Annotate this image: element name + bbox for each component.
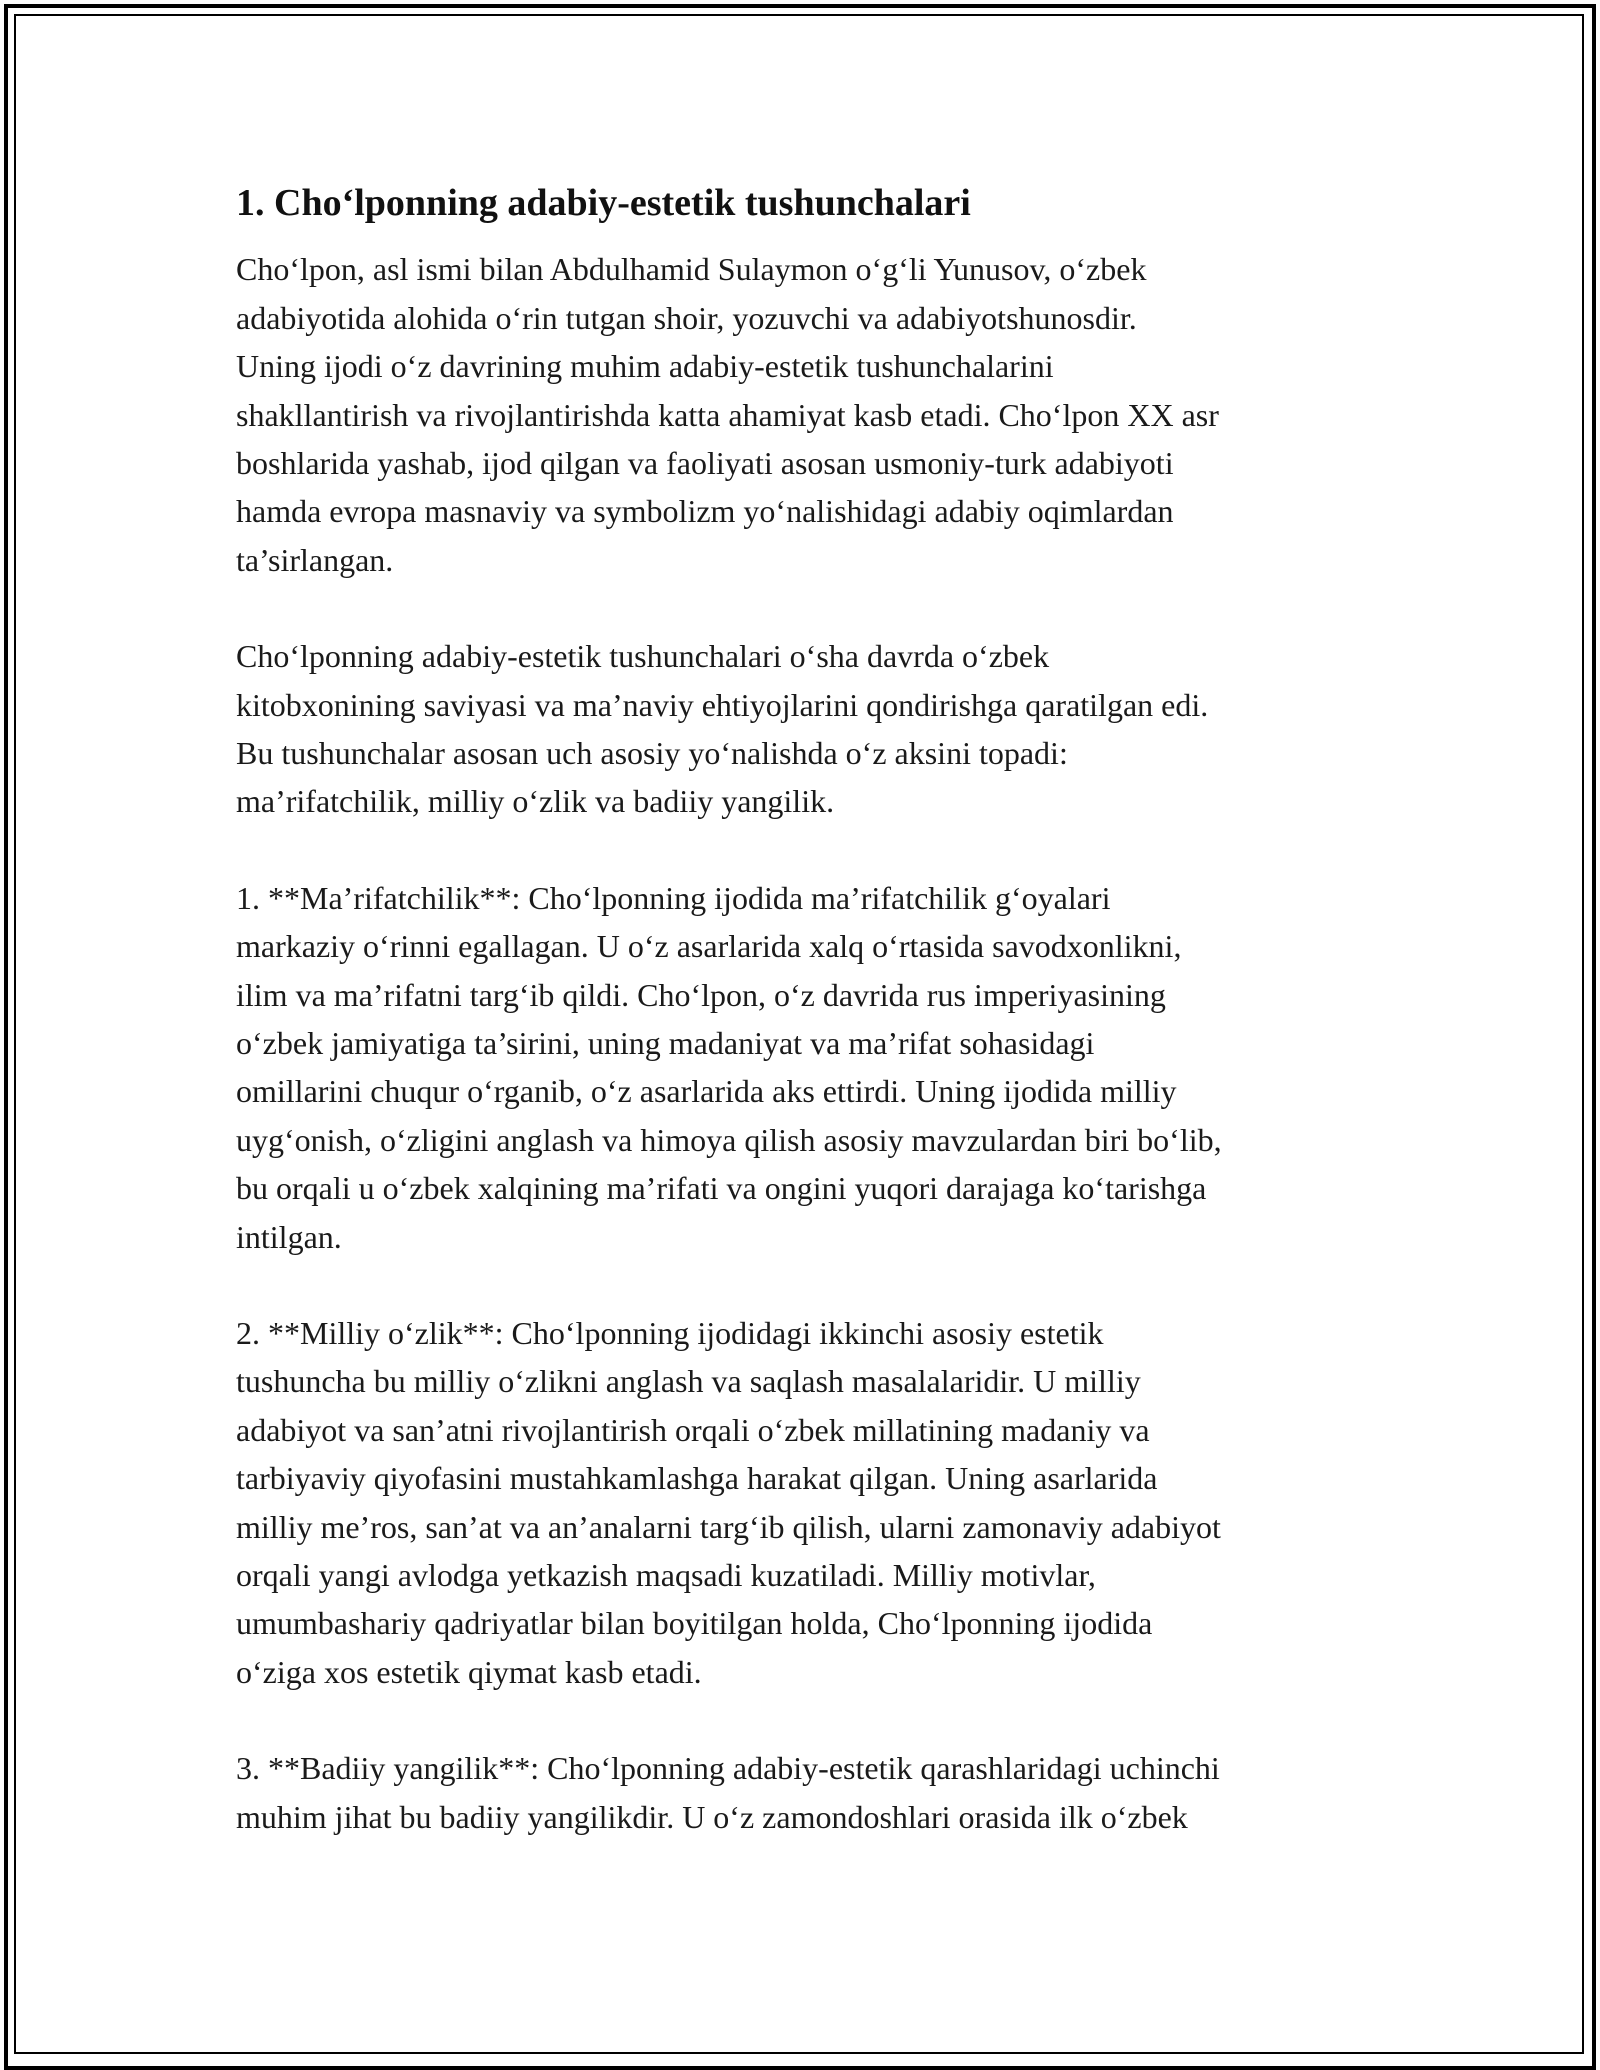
paragraph-national-identity: 2. **Milliy o‘zlik**: Cho‘lponning ijodidagi ikkinchi asosiy estetik tushuncha bu milliy o‘zlikni anglash va saqlash masalalaridir. U milliy adabiyot va san’atni rivojlantirish orqali o‘zbek millatining madaniy va tarbiyaviy qiyofasini mustahkamlashga harakat qilgan. Uning asarlarida milliy me’ros, san’at va an’analarni targ‘ib qilish, ularni zamonaviy adabiyot orqali yangi avlodga yetkazish maqsadi kuzatiladi. Milliy motivlar, umumbashariy qadriyatlar bilan boyitilgan holda, Cho‘lponning ijodida o‘ziga xos estetik qiymat kasb etadi. xyxy=(236,1315,1221,1690)
paragraph-enlightenment: 1. **Ma’rifatchilik**: Cho‘lponning ijodida ma’rifatchilik g‘oyalari markaziy o‘rinni egallagan. U o‘z asarlarida xalq o‘rtasida savodxonlikni, ilim va ma’rifatni targ‘ib qildi. Cho‘lpon, o‘z davrida rus imperiyasining o‘zbek jamiyatiga ta’sirini, uning madaniyat va ma’rifat sohasidagi omillarini chuqur o‘rganib, o‘z asarlarida aks ettirdi. Uning ijodida milliy uyg‘onish, o‘zligini anglash va himoya qilish asosiy mavzulardan biri bo‘lib, bu orqali u o‘zbek xalqining ma’rifati va ongini yuqori darajaga ko‘tarishga intilgan. xyxy=(236,879,1222,1255)
paragraph-concepts: Cho‘lponning adabiy-estetik tushunchalari o‘sha davrda o‘zbek kitobxonining saviyasi va ma’naviy ehtiyojlarini qondirishga qaratilgan edi. Bu tushunchalar asosan uch asosiy yo‘nalishda o‘z aksini topadi: ma’rifatchilik, milliy o‘zlik va badiiy yangilik. xyxy=(236,638,1209,820)
paragraph-intro: Cho‘lpon, asl ismi bilan Abdulhamid Sulaymon o‘g‘li Yunusov, o‘zbek adabiyotida alohida o‘rin tutgan shoir, yozuvchi va adabiyotshunosdir. Uning ijodi o‘z davrining muhim adabiy-estetik tushunchalarini shakllantirish va rivojlantirishda katta ahamiyat kasb etadi. Cho‘lpon XX asr boshlarida yashab, ijod qilgan va faoliyati asosan usmoniy-turk adabiyoti hamda evropa masnaviy va symbolizm yo‘nalishidagi adabiy oqimlardan ta’sirlangan. xyxy=(236,251,1219,578)
paragraph-artistic-novelty: 3. **Badiiy yangilik**: Cho‘lponning adabiy-estetik qarashlaridagi uchinchi muhim jihat bu badiiy yangilikdir. U o‘z zamondoshlari orasida ilk o‘zbek xyxy=(236,1750,1220,1835)
document-page xyxy=(236,178,1386,1841)
section-heading: 1. Cho‘lponning adabiy-estetik tushunchalari xyxy=(236,182,971,224)
